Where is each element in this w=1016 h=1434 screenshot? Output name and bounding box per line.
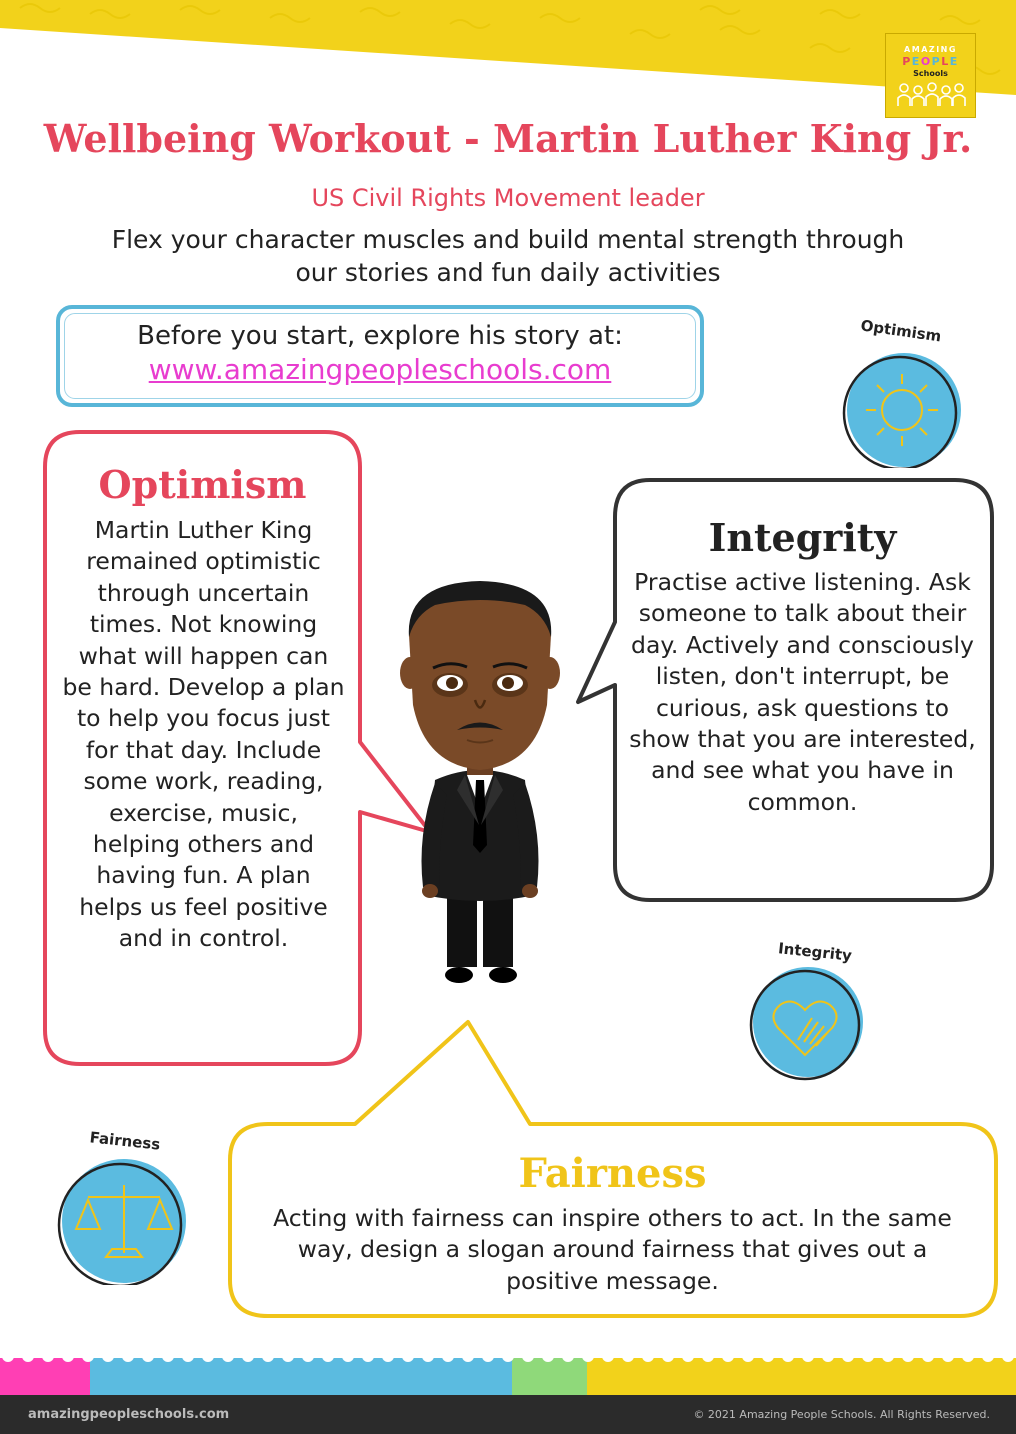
page-subtitle: US Civil Rights Movement leader <box>311 184 705 212</box>
integrity-heading: Integrity <box>708 515 897 560</box>
fairness-heading: Fairness <box>518 1150 707 1197</box>
logo-line-amazing: AMAZING <box>904 45 957 54</box>
optimism-heading: Optimism <box>98 462 307 507</box>
intro-text: Flex your character muscles and build mental strength through our stories and fun daily activities <box>111 225 905 287</box>
logo-letter: E <box>949 55 959 68</box>
martin-luther-king-illustration <box>395 575 570 990</box>
logo-letter: L <box>941 55 950 68</box>
integrity-badge <box>740 960 870 1085</box>
logo-letter: O <box>920 55 932 68</box>
integrity-badge-label: Integrity <box>777 939 853 965</box>
explore-prompt: Before you start, explore his story at: <box>137 321 623 351</box>
fairness-text: Acting with fairness can inspire others to act. In the same way, design a slogan around fairness that gives out a positive message. <box>273 1204 952 1295</box>
optimism-badge <box>826 330 976 468</box>
fairness-badge-label: Fairness <box>88 1128 162 1154</box>
logo-letter: P <box>931 55 942 68</box>
website-link[interactable]: www.amazingpeopleschools.com <box>148 353 612 386</box>
logo-letter: E <box>911 55 921 68</box>
optimism-text: Martin Luther King remained optimistic through uncertain times. Not knowing what will happen can be hard. Develop a plan to help you focus just for that day. Include some work, reading, exercise, music, helping others and having fun. A plan helps us feel positive and in control. <box>62 516 345 953</box>
logo-line-schools: Schools <box>913 69 948 78</box>
footer-scallop-band <box>0 1352 1016 1395</box>
page-title: Wellbeing Workout - Martin Luther King Jr. <box>43 116 973 161</box>
footer-copyright: © 2021 Amazing People Schools. All Rights Reserved. <box>693 1408 990 1421</box>
logo-letter: P <box>902 55 912 68</box>
integrity-text: Practise active listening. Ask someone to talk about their day. Actively and consciously listen, don't interrupt, be curious, ask questions to show that you are interested, and see what you have in common. <box>629 568 976 816</box>
fairness-badge <box>48 1145 198 1285</box>
footer-website: amazingpeopleschools.com <box>28 1407 230 1422</box>
optimism-badge-label: Optimism <box>859 316 943 346</box>
